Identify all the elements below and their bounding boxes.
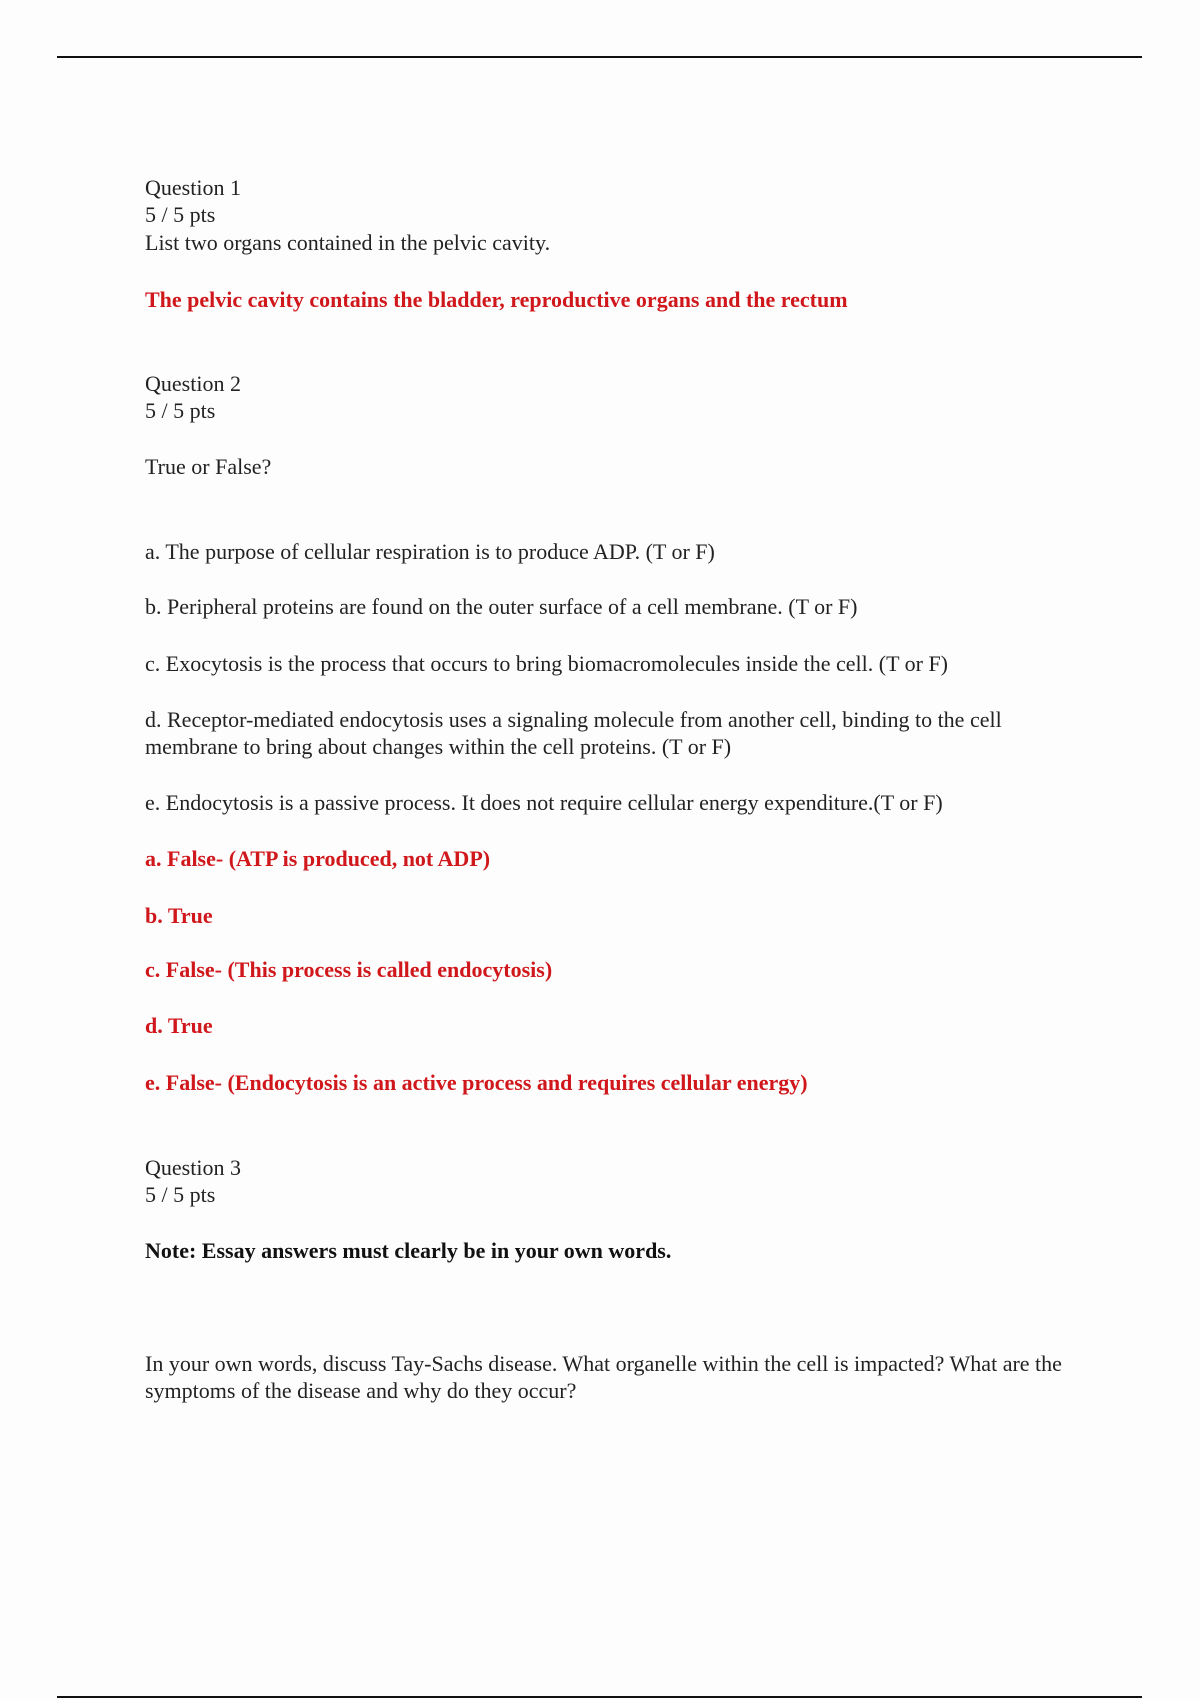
answer-e: e. False- (Endocytosis is an active process and requires cellular energy) (145, 1070, 808, 1095)
statement-e: e. Endocytosis is a passive process. It does not require cellular energy expenditure.(T or F) (145, 790, 943, 815)
answer-b: b. True (145, 903, 213, 928)
statement-a: a. The purpose of cellular respiration is to produce ADP. (T or F) (145, 539, 715, 564)
question-3-note: Note: Essay answers must clearly be in your own words. (145, 1238, 672, 1263)
question-3-points: 5 / 5 pts (145, 1182, 216, 1207)
answer-d: d. True (145, 1013, 213, 1038)
answer-c: c. False- (This process is called endocytosis) (145, 957, 553, 982)
answer-a: a. False- (ATP is produced, not ADP) (145, 846, 491, 871)
statement-d: d. Receptor-mediated endocytosis uses a signaling molecule from another cell, binding to the cell membrane to bring about changes within the cell proteins. (T or F) (145, 707, 1002, 759)
question-1-title: Question 1 (145, 175, 241, 200)
question-1-prompt: List two organs contained in the pelvic cavity. (145, 230, 551, 255)
statement-b: b. Peripheral proteins are found on the outer surface of a cell membrane. (T or F) (145, 594, 858, 619)
question-1-points: 5 / 5 pts (145, 202, 216, 227)
question-3-prompt: In your own words, discuss Tay-Sachs disease. What organelle within the cell is impacted? What are the symptoms of the disease and why do they occur? (145, 1351, 1062, 1403)
top-divider (57, 56, 1142, 58)
bottom-divider (57, 1696, 1142, 1698)
question-2-title: Question 2 (145, 371, 241, 396)
question-1-answer: The pelvic cavity contains the bladder, reproductive organs and the rectum (145, 287, 848, 312)
statement-c: c. Exocytosis is the process that occurs to bring biomacromolecules inside the cell. (T or F) (145, 651, 949, 676)
question-2-points: 5 / 5 pts (145, 398, 216, 423)
question-3-title: Question 3 (145, 1155, 241, 1180)
question-2-prompt: True or False? (145, 454, 272, 479)
